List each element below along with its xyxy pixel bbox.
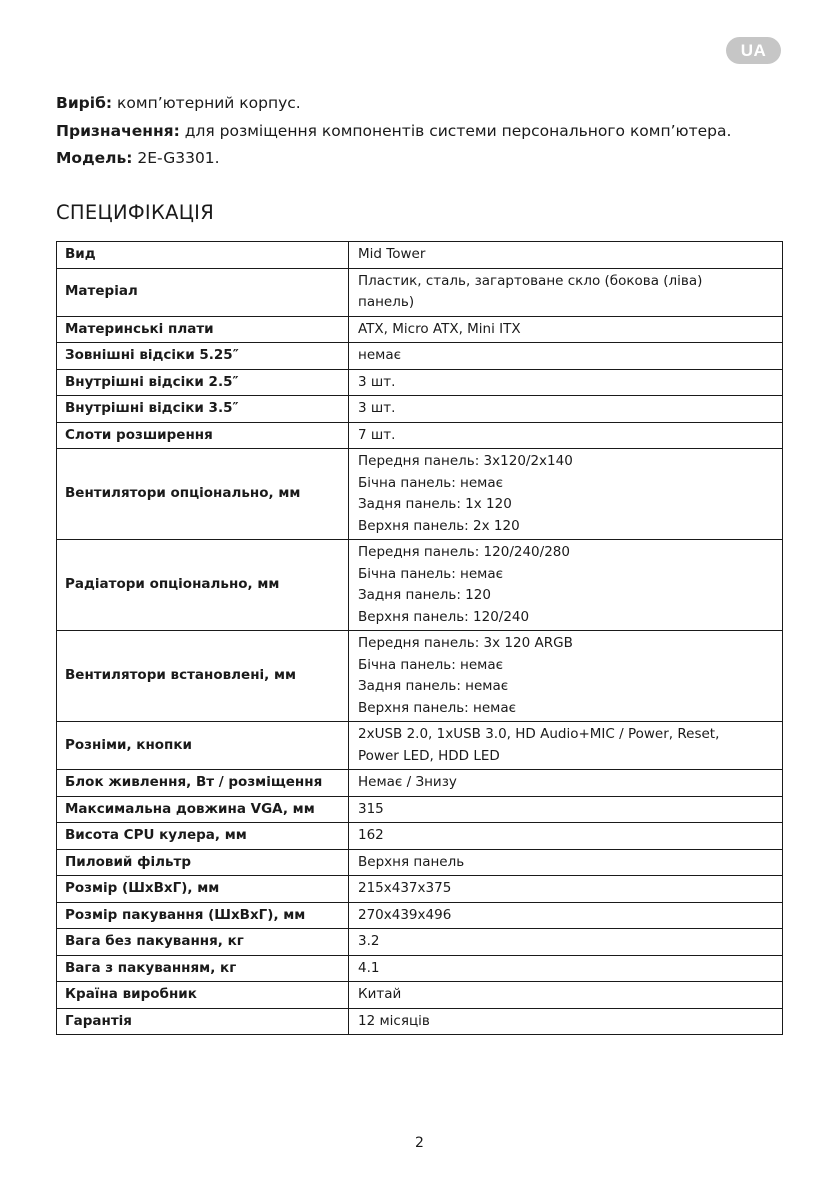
- product-value: комп’ютерний корпус.: [112, 94, 301, 112]
- spec-value: [349, 823, 783, 850]
- table-row: [57, 955, 783, 982]
- page-number: 2: [415, 1135, 424, 1151]
- spec-value-line: Верхня панель: немає: [358, 699, 517, 716]
- spec-value-line: Верхня панель: 2x 120: [358, 517, 520, 534]
- spec-key: Гарантія: [57, 1008, 349, 1035]
- spec-value-line: Бічна панель: немає: [358, 565, 504, 582]
- table-row: [57, 268, 783, 316]
- spec-value-line: Power LED, HDD LED: [358, 747, 500, 764]
- specification-table: [56, 241, 783, 1035]
- table-row: [57, 242, 783, 269]
- table-row: [57, 982, 783, 1009]
- spec-value-line: 2xUSB 2.0, 1xUSB 3.0, HD Audio+MIC / Power, Reset,: [358, 726, 720, 742]
- spec-value: [349, 770, 783, 797]
- model-label: Модель:: [56, 149, 133, 167]
- spec-value: [349, 929, 783, 956]
- spec-key: Слоти розширення: [57, 422, 349, 449]
- spec-key: Вентилятори встановлені, мм: [57, 631, 349, 722]
- section-title: СПЕЦИФІКАЦІЯ: [56, 201, 215, 224]
- spec-key: Розмір (ШхВхГ), мм: [57, 876, 349, 903]
- model-value: 2E-G3301.: [132, 149, 220, 167]
- table-row: [57, 369, 783, 396]
- spec-value-line: Немає / Знизу: [358, 774, 457, 790]
- spec-value: [349, 876, 783, 903]
- table-row: [57, 343, 783, 370]
- table-row: [57, 449, 783, 540]
- spec-value-line: 12 місяців: [358, 1012, 430, 1029]
- table-row: [57, 823, 783, 850]
- purpose-value: для розміщення компонентів системи персонального комп’ютера.: [179, 121, 732, 140]
- spec-value-line: 215x437x375: [358, 880, 452, 896]
- spec-key: Блок живлення, Вт / розміщення: [57, 770, 349, 797]
- spec-value-line: панель): [358, 294, 415, 310]
- spec-key: Пиловий фільтр: [57, 849, 349, 876]
- spec-key: Зовнішні відсіки 5.25″: [57, 343, 349, 370]
- table-row: [57, 540, 783, 631]
- spec-key: Радіатори опціонально, мм: [57, 540, 349, 631]
- spec-value-line: Задня панель: 1x 120: [358, 496, 512, 512]
- spec-value-line: Передня панель: 3x120/2x140: [358, 453, 573, 469]
- product-intro: [56, 90, 816, 173]
- table-row: [57, 876, 783, 903]
- purpose-line: [56, 118, 816, 146]
- spec-key: Материнські плати: [57, 316, 349, 343]
- spec-value-line: Верхня панель: 120/240: [358, 608, 530, 625]
- table-row: [57, 929, 783, 956]
- spec-value: [349, 242, 783, 269]
- language-badge: UA: [726, 37, 781, 64]
- spec-value: [349, 982, 783, 1009]
- spec-value-line: Передня панель: 120/240/280: [358, 544, 570, 560]
- spec-value: [349, 449, 783, 540]
- spec-value: [349, 955, 783, 982]
- spec-value: [349, 540, 783, 631]
- spec-value-line: Бічна панель: немає: [358, 474, 504, 491]
- spec-value-line: 3 шт.: [358, 373, 396, 390]
- table-row: [57, 396, 783, 423]
- spec-value-line: 3 шт.: [358, 400, 396, 416]
- spec-key: Розмір пакування (ШхВхГ), мм: [57, 902, 349, 929]
- spec-value-line: немає: [358, 347, 401, 363]
- table-row: [57, 722, 783, 770]
- spec-value-line: Передня панель: 3x 120 ARGB: [358, 635, 573, 651]
- spec-key: Висота CPU кулера, мм: [57, 823, 349, 850]
- product-line: [56, 90, 816, 118]
- spec-value-line: Задня панель: 120: [358, 587, 491, 603]
- spec-value: [349, 849, 783, 876]
- spec-value-line: 162: [358, 827, 384, 843]
- spec-key: Вид: [57, 242, 349, 269]
- table-row: [57, 849, 783, 876]
- spec-value-line: Задня панель: немає: [358, 678, 509, 694]
- purpose-label: Призначення:: [56, 121, 180, 140]
- spec-value-line: Верхня панель: [358, 853, 465, 870]
- spec-key: Матеріал: [57, 268, 349, 316]
- spec-key: Розніми, кнопки: [57, 722, 349, 770]
- spec-value: [349, 796, 783, 823]
- spec-key: Внутрішні відсіки 3.5″: [57, 396, 349, 423]
- spec-value-line: 7 шт.: [358, 426, 396, 443]
- spec-key: Внутрішні відсіки 2.5″: [57, 369, 349, 396]
- table-row: [57, 1008, 783, 1035]
- spec-key: Вага з пакуванням, кг: [57, 955, 349, 982]
- spec-value: [349, 902, 783, 929]
- table-row: [57, 422, 783, 449]
- spec-key: Максимальна довжина VGA, мм: [57, 796, 349, 823]
- spec-value-line: ATX, Micro ATX, Mini ITX: [358, 320, 521, 337]
- spec-value-line: 4.1: [358, 959, 380, 976]
- table-row: [57, 316, 783, 343]
- spec-value: [349, 268, 783, 316]
- table-row: [57, 902, 783, 929]
- model-line: [56, 145, 816, 173]
- specification-table-body: [57, 242, 783, 1035]
- table-row: [57, 770, 783, 797]
- spec-value: [349, 722, 783, 770]
- table-row: [57, 796, 783, 823]
- spec-key: Країна виробник: [57, 982, 349, 1009]
- spec-value: [349, 396, 783, 423]
- product-label: Виріб:: [56, 94, 113, 112]
- spec-value-line: 3.2: [358, 933, 380, 949]
- table-row: [57, 631, 783, 722]
- spec-value-line: Бічна панель: немає: [358, 656, 504, 673]
- spec-value: [349, 422, 783, 449]
- spec-value: [349, 343, 783, 370]
- spec-value: [349, 316, 783, 343]
- spec-value-line: Китай: [358, 986, 402, 1002]
- spec-value: [349, 1008, 783, 1035]
- spec-key: Вентилятори опціонально, мм: [57, 449, 349, 540]
- spec-value: [349, 631, 783, 722]
- spec-value-line: Пластик, сталь, загартоване скло (бокова (ліва): [358, 272, 703, 289]
- spec-value-line: 315: [358, 800, 384, 817]
- spec-value-line: 270x439x496: [358, 906, 452, 923]
- spec-key: Вага без пакування, кг: [57, 929, 349, 956]
- spec-value: [349, 369, 783, 396]
- spec-value-line: Mid Tower: [358, 246, 426, 262]
